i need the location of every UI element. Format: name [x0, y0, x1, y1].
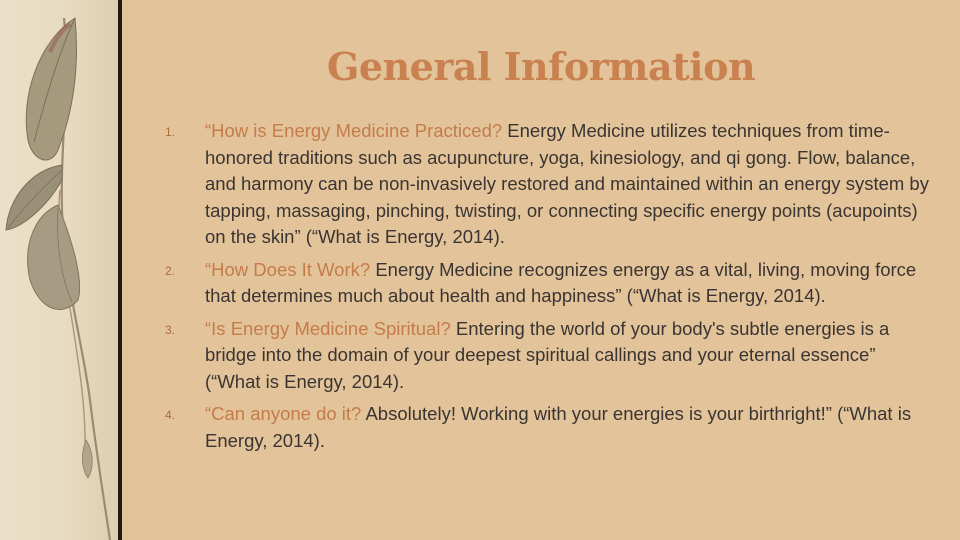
- item-lead: “Can anyone do it?: [205, 403, 362, 424]
- list-item: [162, 401, 932, 454]
- item-body: Entering the world of your body's subtle energies is a bridge into the domain of your deepest spiritual callings and your eternal essence” (“What is Energy, 2014).: [205, 317, 890, 392]
- list-item: [162, 257, 932, 310]
- item-number: 4.: [165, 408, 176, 422]
- info-list: [162, 118, 932, 460]
- list-item: [162, 316, 932, 396]
- item-number: 2.: [165, 263, 176, 278]
- item-lead: “Is Energy Medicine Spiritual?: [205, 317, 451, 339]
- item-lead: “How is Energy Medicine Practiced?: [205, 120, 503, 141]
- item-body: Energy Medicine utilizes techniques from time-honored traditions such as acupuncture, yoga, kinesiology, and qi gong. Flow, balance, and harmony can be non-invasively restored and maintained within an energy system by tapping, massaging, pinching, twisting, or connecting specific energy points (acupoints) on the skin” (“What is Energy, 2014).: [205, 120, 929, 247]
- item-number: 1.: [165, 125, 176, 139]
- item-number: 3.: [165, 322, 176, 337]
- dried-leaves-image: [0, 0, 125, 540]
- list-item: [162, 118, 932, 251]
- item-body: Absolutely! Working with your energies is your birthright!” (“What is Energy, 2014).: [205, 403, 912, 451]
- item-lead: “How Does It Work?: [205, 258, 371, 280]
- slide-title: General Information: [326, 44, 756, 89]
- item-body: Energy Medicine recognizes energy as a vital, living, moving force that determines much about health and happiness” (“What is Energy, 2014).: [205, 258, 917, 306]
